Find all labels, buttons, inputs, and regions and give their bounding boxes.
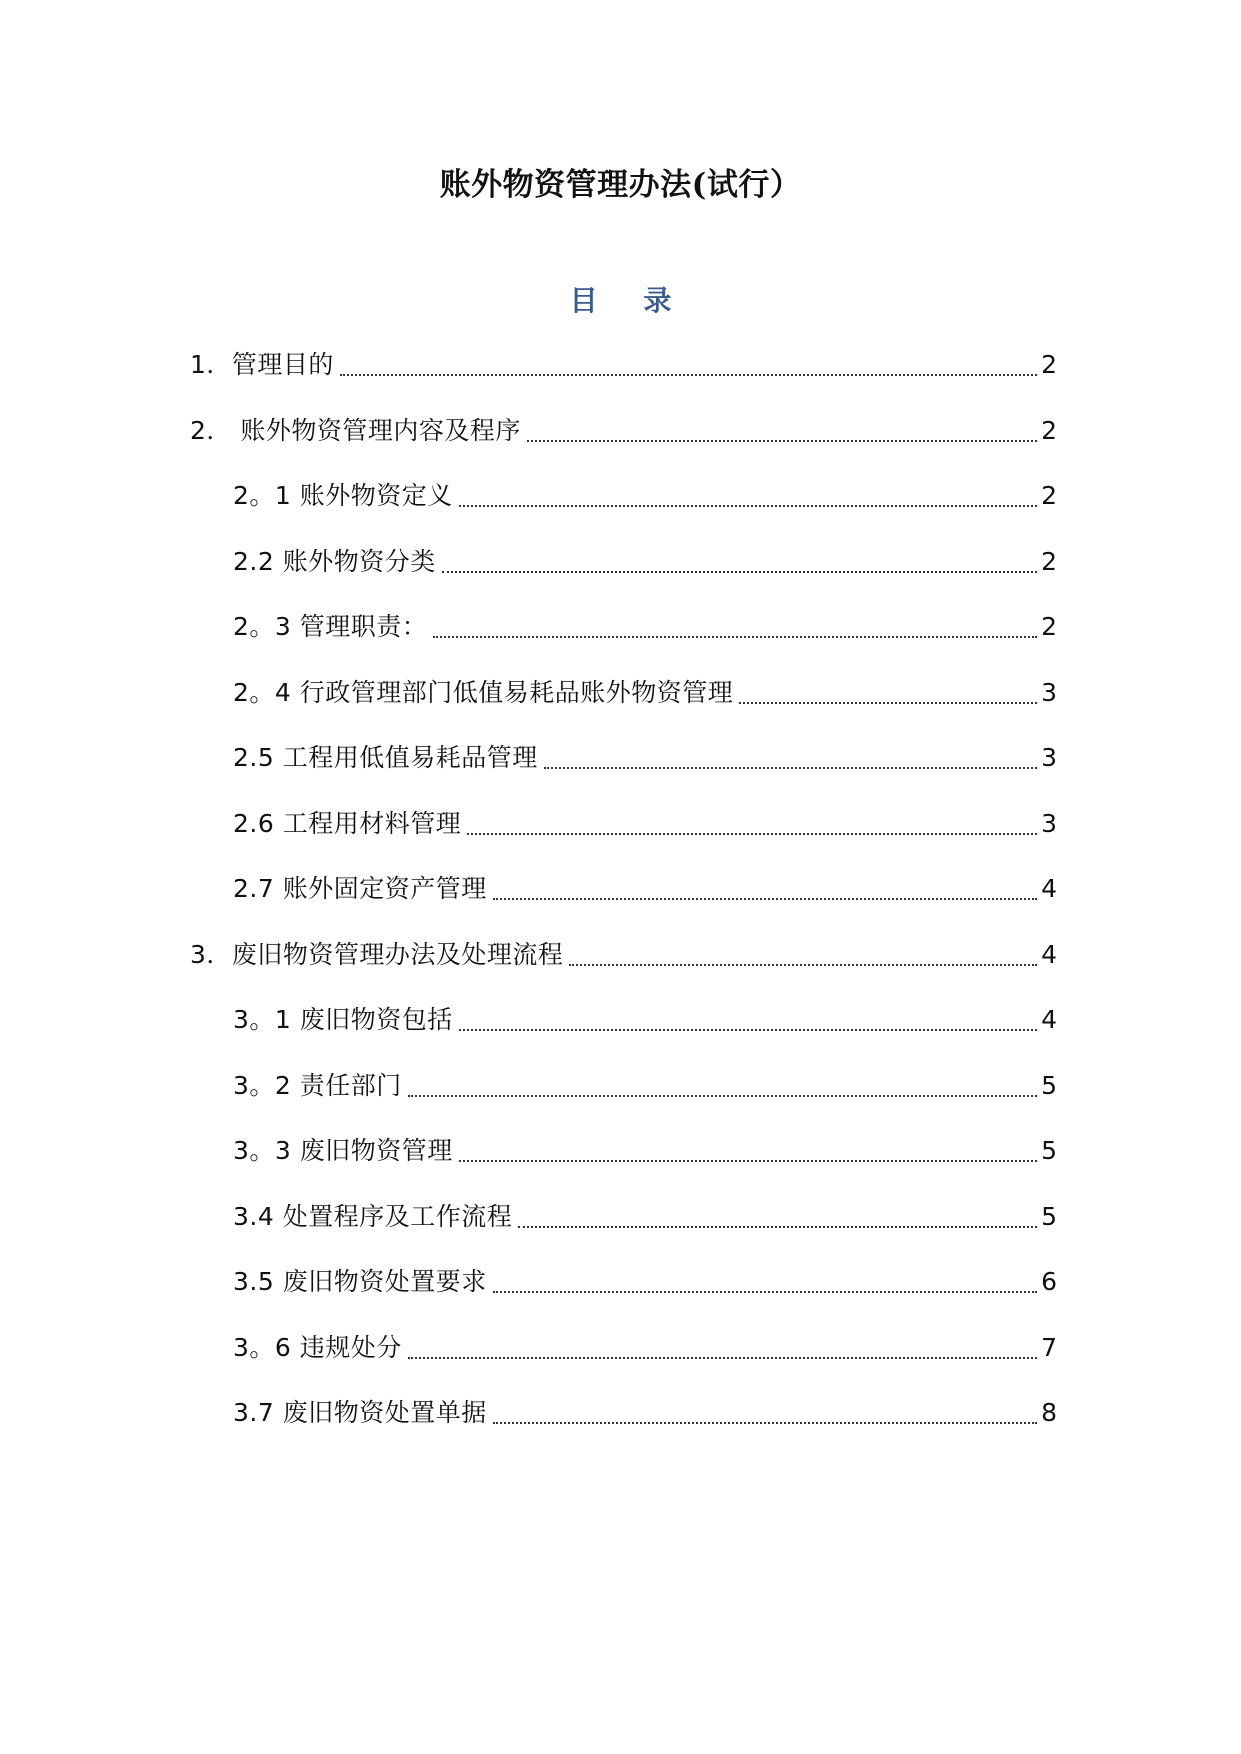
- toc-entry-text: 2.2 账外物资分类: [233, 547, 436, 576]
- toc-entry-text: 3．废旧物资管理办法及处理流程: [190, 940, 564, 969]
- toc-leader-dots: [459, 505, 1037, 507]
- toc-entry-text: 2。1 账外物资定义: [233, 481, 453, 510]
- toc-entry-text: 2.5 工程用低值易耗品管理: [233, 743, 538, 772]
- toc-heading: 目 录: [569, 284, 672, 317]
- toc-entry-page: 5: [1041, 1071, 1057, 1100]
- toc-entry-text: 2。4 行政管理部门低值易耗品账外物资管理: [233, 678, 734, 707]
- toc-entry-page: 6: [1041, 1267, 1057, 1296]
- toc-entry-page: 2: [1041, 481, 1057, 510]
- toc-entry[interactable]: [0, 869, 1241, 909]
- document-title: 账外物资管理办法(试行）: [439, 167, 802, 203]
- toc-entry-text: 3.5 废旧物资处置要求: [233, 1267, 487, 1296]
- toc-entry-text: 2． 账外物资管理内容及程序: [190, 416, 521, 445]
- toc-entry-page: 4: [1041, 940, 1057, 969]
- toc-entry-page: 8: [1041, 1398, 1057, 1427]
- toc-leader-dots: [459, 1029, 1037, 1031]
- toc-entry[interactable]: [0, 1131, 1241, 1171]
- toc-leader-dots: [408, 1095, 1037, 1097]
- toc-entry-page: 7: [1041, 1333, 1057, 1362]
- toc-leader-dots: [527, 440, 1037, 442]
- toc-leader-dots: [442, 571, 1037, 573]
- toc-entry-text: 3.4 处置程序及工作流程: [233, 1202, 513, 1231]
- toc-leader-dots: [459, 1160, 1037, 1162]
- toc-entry[interactable]: [0, 607, 1241, 647]
- toc-entry-text: 3。2 责任部门: [233, 1071, 402, 1100]
- toc-leader-dots: [493, 898, 1037, 900]
- toc-entry-page: 2: [1041, 416, 1057, 445]
- toc-leader-dots: [739, 702, 1037, 704]
- toc-entry[interactable]: [0, 1197, 1241, 1237]
- toc-leader-dots: [467, 833, 1037, 835]
- toc-entry[interactable]: [0, 738, 1241, 778]
- toc-entry[interactable]: [0, 804, 1241, 844]
- toc-leader-dots: [408, 1357, 1037, 1359]
- toc-entry-page: 4: [1041, 1005, 1057, 1034]
- toc-entry[interactable]: [0, 1000, 1241, 1040]
- toc-entry-text: 3.7 废旧物资处置单据: [233, 1398, 487, 1427]
- toc-leader-dots: [544, 767, 1037, 769]
- toc-entry[interactable]: [0, 411, 1241, 451]
- toc-entry-page: 4: [1041, 874, 1057, 903]
- toc-entry-text: 3。6 违规处分: [233, 1333, 402, 1362]
- toc-entry-page: 3: [1041, 743, 1057, 772]
- toc-entry[interactable]: [0, 1262, 1241, 1302]
- toc-entry-text: 3。1 废旧物资包括: [233, 1005, 453, 1034]
- toc-leader-dots: [493, 1291, 1037, 1293]
- toc-entry-text: 2。3 管理职责：: [233, 612, 428, 641]
- toc-entry[interactable]: [0, 1066, 1241, 1106]
- toc-entry-text: 2.6 工程用材料管理: [233, 809, 462, 838]
- toc-entry[interactable]: [0, 1328, 1241, 1368]
- toc-entry-page: 5: [1041, 1202, 1057, 1231]
- toc-leader-dots: [340, 374, 1037, 376]
- toc-leader-dots: [569, 964, 1037, 966]
- toc-entry-page: 2: [1041, 612, 1057, 641]
- toc-entry-page: 5: [1041, 1136, 1057, 1165]
- toc-entry-page: 3: [1041, 678, 1057, 707]
- toc-entry-text: 1．管理目的: [190, 350, 334, 379]
- toc-entry-text: 3。3 废旧物资管理: [233, 1136, 453, 1165]
- toc-entry[interactable]: [0, 345, 1241, 385]
- toc-entry-page: 2: [1041, 350, 1057, 379]
- toc-entry[interactable]: [0, 1393, 1241, 1433]
- toc-entry[interactable]: [0, 542, 1241, 582]
- toc-leader-dots: [433, 636, 1037, 638]
- toc-entry-text: 2.7 账外固定资产管理: [233, 874, 487, 903]
- toc-entry[interactable]: [0, 476, 1241, 516]
- toc-leader-dots: [493, 1422, 1037, 1424]
- toc-entry-page: 2: [1041, 547, 1057, 576]
- toc-entry[interactable]: [0, 935, 1241, 975]
- toc-entry-page: 3: [1041, 809, 1057, 838]
- toc-entry[interactable]: [0, 673, 1241, 713]
- toc-leader-dots: [518, 1226, 1037, 1228]
